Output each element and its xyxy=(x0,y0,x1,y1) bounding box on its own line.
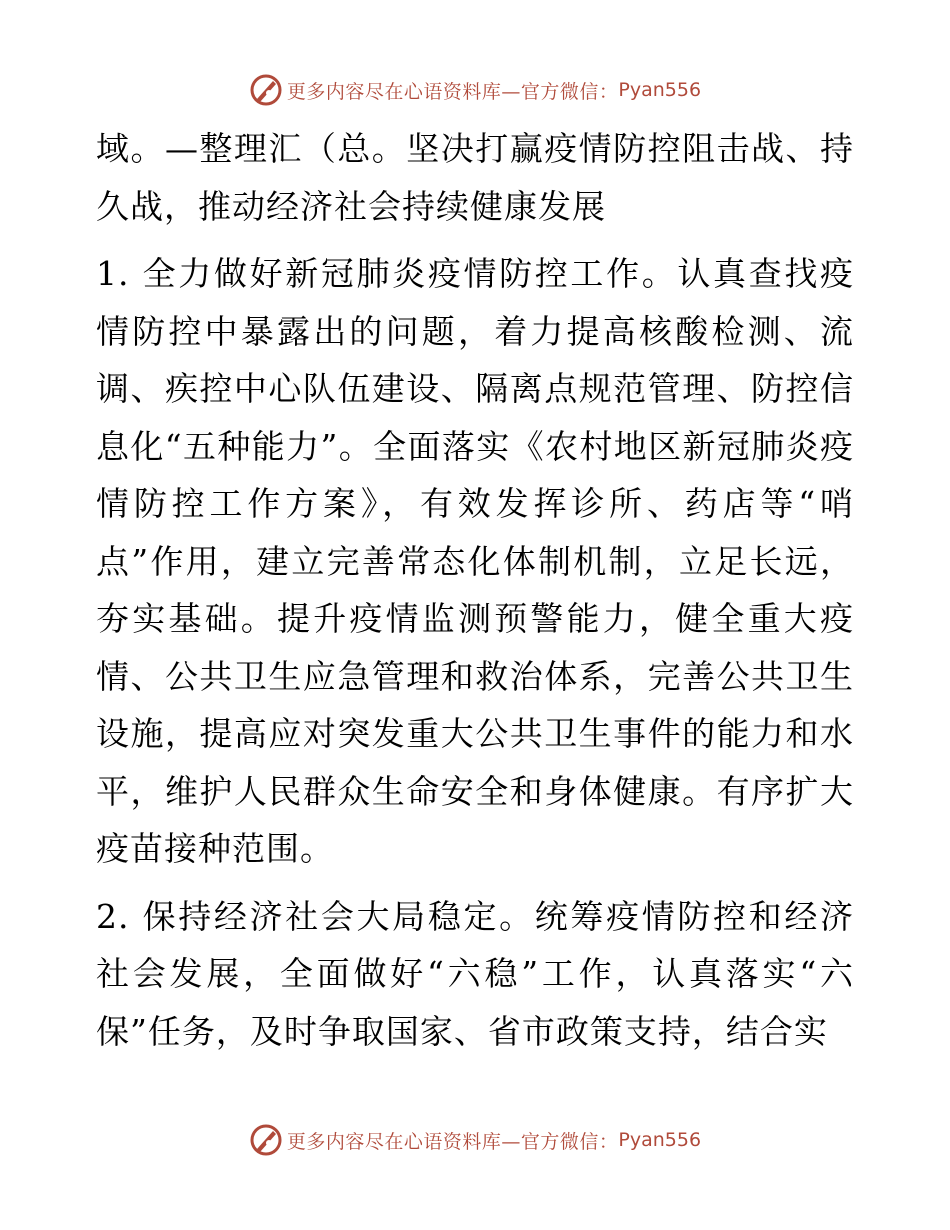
footer-wechat-id: Pyan556 xyxy=(618,1129,702,1151)
header-banner-text: 更多内容尽在心语资料库—官方微信： xyxy=(286,80,619,103)
footer-banner xyxy=(0,1120,950,1160)
pen-logo-icon xyxy=(249,1123,283,1157)
pen-logo-icon xyxy=(249,73,283,107)
paragraph-item-2: 2. 保持经济社会大局稳定。统筹疫情防控和经济社会发展，全面做好“六稳”工作，认真落实“六保”任务，及时争取国家、省市政策支持，结合实 xyxy=(96,896,854,1051)
document-body xyxy=(96,120,854,1060)
header-banner xyxy=(0,70,950,110)
paragraph-intro: 域。—整理汇（总。坚决打赢疫情防控阻击战、持久战，推动经济社会持续健康发展 xyxy=(96,129,854,226)
paragraph-item-1: 1. 全力做好新冠肺炎疫情防控工作。认真查找疫情防控中暴露出的问题，着力提高核酸检测、流调、疾控中心队伍建设、隔离点规范管理、防控信息化“五种能力”。全面落实《农村地区新冠肺炎疫情防控工作方案》，有效发挥诊所、药店等“哨点”作用，建立完善常态化体制机制，立足长远，夯实基础。提升疫情监测预警能力，健全重大疫情、公共卫生应急管理和救治体系，完善公共卫生设施，提高应对突发重大公共卫生事件的能力和水平，维护人民群众生命安全和身体健康。有序扩大疫苗接种范围。 xyxy=(96,254,854,868)
header-wechat-id: Pyan556 xyxy=(618,79,702,101)
footer-banner-text: 更多内容尽在心语资料库—官方微信： xyxy=(286,1130,619,1153)
